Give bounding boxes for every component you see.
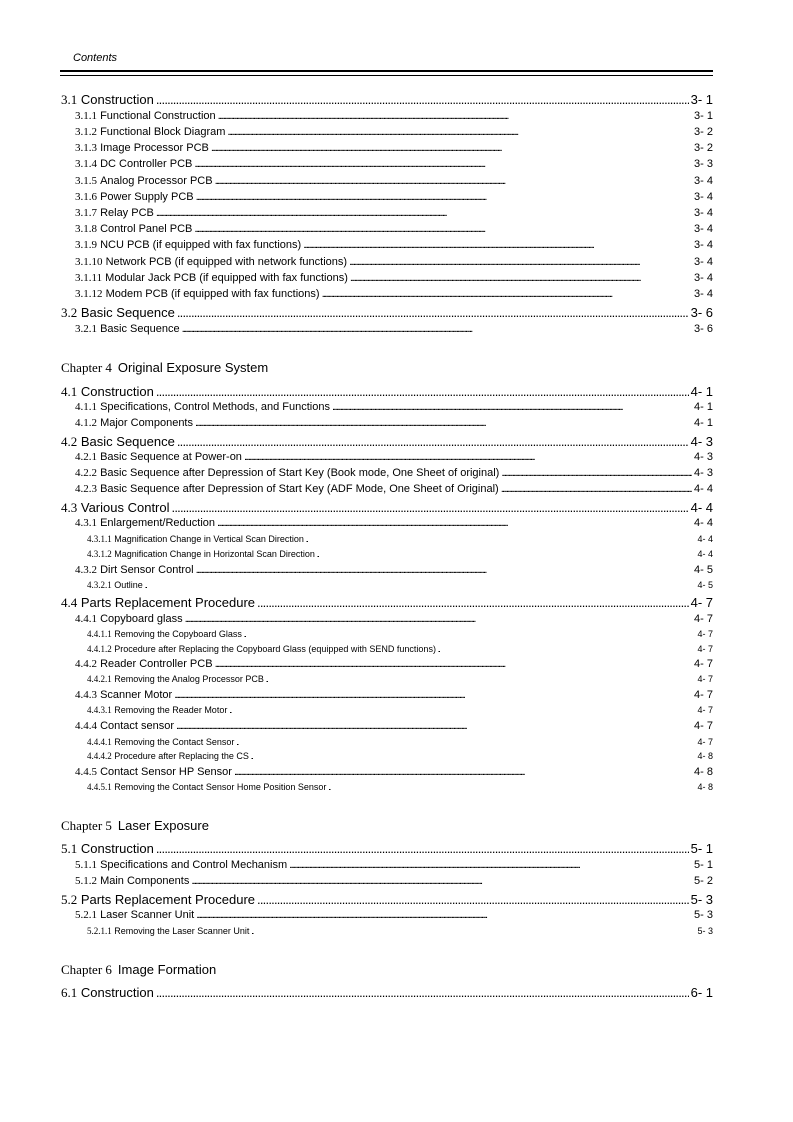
entry-title: Network PCB (if equipped with network functions) <box>105 256 348 268</box>
entry-number: 4.4.1.2 <box>87 644 112 654</box>
entry-title: Enlargement/Reduction <box>100 517 216 529</box>
entry-page: 4- 1 <box>694 401 713 413</box>
dot-leader <box>217 518 692 529</box>
header-rule-thick <box>60 70 713 72</box>
toc-entry[interactable] <box>61 306 713 319</box>
entry-number: 6.1 <box>61 985 78 1000</box>
entry-page: 3- 4 <box>694 288 713 300</box>
entry-title: Construction <box>80 841 154 856</box>
dot-leader <box>322 289 692 300</box>
entry-page: 4- 7 <box>694 720 713 732</box>
dot-leader <box>156 385 689 398</box>
toc-entry[interactable] <box>75 659 713 670</box>
entry-title: Contact sensor <box>100 720 175 732</box>
entry-title: Modular Jack PCB (if equipped with fax functions) <box>105 272 348 284</box>
dot-leader <box>195 418 692 429</box>
entry-title: Removing the Reader Motor <box>114 705 228 715</box>
entry-page: 3- 4 <box>694 191 713 203</box>
dot-leader <box>289 860 692 871</box>
toc-entry[interactable] <box>75 289 713 300</box>
entry-number: 5.1 <box>61 841 78 856</box>
entry-page: 3- 2 <box>694 126 713 138</box>
entry-number: 4.4.2 <box>75 658 97 670</box>
dot-leader <box>251 752 696 761</box>
entry-title: Functional Construction <box>100 110 216 122</box>
entry-number: 3.1.12 <box>75 288 103 300</box>
entry-page: 4- 3 <box>690 434 713 449</box>
chapter-number: Chapter 5 <box>61 818 112 833</box>
entry-number: 4.2 <box>61 434 78 449</box>
entry-number: 3.2 <box>61 305 78 320</box>
entry-title: Removing the Contact Sensor <box>114 737 235 747</box>
chapter-title: Image Formation <box>117 962 217 977</box>
entry-page: 3- 6 <box>694 323 713 335</box>
toc-entry[interactable] <box>75 418 713 429</box>
toc-entry[interactable] <box>61 893 713 906</box>
entry-page: 4- 7 <box>694 689 713 701</box>
entry-title: Laser Scanner Unit <box>100 909 195 921</box>
toc-entry[interactable] <box>87 645 713 654</box>
toc-entry[interactable] <box>75 111 713 122</box>
entry-page: 4- 5 <box>697 580 713 590</box>
entry-page: 5- 3 <box>697 926 713 936</box>
toc-entry[interactable] <box>75 468 713 479</box>
toc-entry[interactable] <box>75 565 713 576</box>
entry-number: 3.1 <box>61 92 78 107</box>
entry-page: 5- 1 <box>690 841 713 856</box>
entry-title: Basic Sequence <box>100 323 180 335</box>
toc-entry[interactable] <box>87 550 713 559</box>
entry-page: 3- 1 <box>694 110 713 122</box>
dot-leader <box>234 767 692 778</box>
entry-page: 4- 4 <box>694 483 713 495</box>
entry-page: 3- 1 <box>690 92 713 107</box>
dot-leader <box>244 452 692 463</box>
toc-entry[interactable] <box>61 501 713 514</box>
toc-entry[interactable] <box>61 385 713 398</box>
toc-entry[interactable] <box>75 257 713 268</box>
entry-number: 4.3 <box>61 500 78 515</box>
entry-number: 4.4.5 <box>75 766 97 778</box>
entry-number: 3.1.4 <box>75 158 97 170</box>
entry-number: 5.2.1 <box>75 909 97 921</box>
entry-number: 4.4.4.1 <box>87 737 112 747</box>
toc-entry[interactable] <box>61 596 713 609</box>
entry-number: 5.1.1 <box>75 859 97 871</box>
dot-leader <box>306 535 696 544</box>
dot-leader <box>266 675 696 684</box>
dot-leader <box>332 402 692 413</box>
dot-leader <box>156 93 689 106</box>
entry-number: 3.1.3 <box>75 142 97 154</box>
dot-leader <box>257 893 689 906</box>
entry-title: Analog Processor PCB <box>100 175 213 187</box>
entry-number: 4.3.1.2 <box>87 549 112 559</box>
entry-page: 6- 1 <box>690 985 713 1000</box>
dot-leader <box>257 596 689 609</box>
toc-entry[interactable] <box>87 630 713 639</box>
toc-entry[interactable] <box>61 986 713 999</box>
entry-page: 4- 7 <box>697 629 713 639</box>
entry-number: 4.4.5.1 <box>87 782 112 792</box>
dot-leader <box>303 240 692 251</box>
toc-entry[interactable] <box>75 767 713 778</box>
entry-number: 3.1.6 <box>75 191 97 203</box>
chapter-title: Laser Exposure <box>117 818 209 833</box>
entry-number: 5.2.1.1 <box>87 926 112 936</box>
entry-title: Basic Sequence after Depression of Start Key (Book mode, One Sheet of original) <box>100 467 500 479</box>
toc-entry[interactable] <box>61 93 713 106</box>
entry-title: Reader Controller PCB <box>100 658 213 670</box>
toc-entry[interactable] <box>61 435 713 448</box>
entry-page: 4- 7 <box>697 644 713 654</box>
dot-leader <box>196 910 692 921</box>
entry-number: 5.1.2 <box>75 875 97 887</box>
toc-entry[interactable] <box>75 176 713 187</box>
toc-entry[interactable] <box>75 484 713 495</box>
entry-page: 4- 5 <box>694 564 713 576</box>
entry-page: 4- 8 <box>697 751 713 761</box>
entry-page: 4- 1 <box>690 384 713 399</box>
entry-number: 4.4.3 <box>75 689 97 701</box>
dot-leader <box>176 721 692 732</box>
chapter-heading <box>61 963 216 976</box>
entry-title: Specifications, Control Methods, and Functions <box>100 401 330 413</box>
toc-entry[interactable] <box>87 706 713 715</box>
entry-title: Removing the Contact Sensor Home Position Sensor <box>114 782 327 792</box>
entry-number: 5.2 <box>61 892 78 907</box>
entry-page: 4- 7 <box>694 613 713 625</box>
entry-number: 4.2.1 <box>75 451 97 463</box>
toc-entry[interactable] <box>87 738 713 747</box>
entry-title: Functional Block Diagram <box>100 126 226 138</box>
entry-number: 4.1 <box>61 384 78 399</box>
entry-title: Modem PCB (if equipped with fax functions) <box>105 288 320 300</box>
toc-entry[interactable] <box>75 143 713 154</box>
entry-page: 3- 6 <box>690 305 713 320</box>
entry-page: 3- 4 <box>694 223 713 235</box>
entry-title: Parts Replacement Procedure <box>80 595 256 610</box>
dot-leader <box>236 738 695 747</box>
header-rule-thin <box>60 75 713 76</box>
entry-title: Major Components <box>100 417 193 429</box>
entry-title: Basic Sequence at Power-on <box>100 451 242 463</box>
entry-title: Dirt Sensor Control <box>100 564 194 576</box>
entry-number: 3.1.10 <box>75 256 103 268</box>
entry-page: 3- 3 <box>694 158 713 170</box>
toc-entry[interactable] <box>75 690 713 701</box>
entry-page: 3- 4 <box>694 272 713 284</box>
chapter-heading <box>61 819 209 832</box>
dot-leader <box>350 273 692 284</box>
dot-leader <box>349 257 692 268</box>
chapter-number: Chapter 4 <box>61 360 112 375</box>
entry-page: 5- 1 <box>694 859 713 871</box>
toc-entry[interactable] <box>75 159 713 170</box>
entry-number: 3.1.2 <box>75 126 97 138</box>
entry-title: Scanner Motor <box>100 689 173 701</box>
toc-entry[interactable] <box>75 324 713 335</box>
entry-number: 4.4 <box>61 595 78 610</box>
entry-page: 4- 4 <box>690 500 713 515</box>
chapter-title: Original Exposure System <box>117 360 269 375</box>
entry-page: 4- 7 <box>697 674 713 684</box>
entry-title: NCU PCB (if equipped with fax functions) <box>100 239 302 251</box>
dot-leader <box>215 176 692 187</box>
dot-leader <box>196 192 692 203</box>
dot-leader <box>211 143 692 154</box>
entry-number: 3.2.1 <box>75 323 97 335</box>
entry-page: 4- 4 <box>694 517 713 529</box>
toc-entry[interactable] <box>75 518 713 529</box>
entry-title: Contact Sensor HP Sensor <box>100 766 232 778</box>
entry-number: 4.3.1 <box>75 517 97 529</box>
entry-page: 5- 3 <box>690 892 713 907</box>
entry-title: Magnification Change in Vertical Scan Direction <box>114 534 304 544</box>
dot-leader <box>194 159 692 170</box>
entry-number: 3.1.1 <box>75 110 97 122</box>
dot-leader <box>156 208 692 219</box>
toc-entry[interactable] <box>87 927 713 936</box>
entry-title: Power Supply PCB <box>100 191 194 203</box>
entry-page: 3- 4 <box>694 207 713 219</box>
chapter-number: Chapter 6 <box>61 962 112 977</box>
entry-title: Procedure after Replacing the Copyboard Glass (equipped with SEND functions) <box>114 644 436 654</box>
toc-entry[interactable] <box>75 273 713 284</box>
toc-entry[interactable] <box>75 910 713 921</box>
entry-title: Removing the Copyboard Glass <box>114 629 242 639</box>
entry-title: Basic Sequence <box>80 434 175 449</box>
entry-page: 3- 4 <box>694 175 713 187</box>
entry-page: 4- 7 <box>690 595 713 610</box>
entry-title: Image Processor PCB <box>100 142 209 154</box>
dot-leader <box>194 224 692 235</box>
entry-number: 4.1.2 <box>75 417 97 429</box>
entry-title: Removing the Analog Processor PCB <box>114 674 264 684</box>
entry-title: Construction <box>80 384 154 399</box>
dot-leader <box>156 842 689 855</box>
toc-entry[interactable] <box>75 127 713 138</box>
entry-title: Relay PCB <box>100 207 154 219</box>
toc-entry[interactable] <box>87 783 713 792</box>
dot-leader <box>185 614 692 625</box>
toc-entry[interactable] <box>75 402 713 413</box>
entry-page: 5- 2 <box>694 875 713 887</box>
entry-title: Copyboard glass <box>100 613 183 625</box>
entry-number: 3.1.8 <box>75 223 97 235</box>
entry-title: Various Control <box>80 500 170 515</box>
dot-leader <box>227 127 692 138</box>
dot-leader <box>229 706 695 715</box>
entry-number: 4.4.1.1 <box>87 629 112 639</box>
entry-page: 4- 1 <box>694 417 713 429</box>
entry-number: 4.3.2.1 <box>87 580 112 590</box>
entry-page: 4- 7 <box>697 737 713 747</box>
dot-leader <box>328 783 695 792</box>
entry-number: 4.4.4 <box>75 720 97 732</box>
entry-title: Procedure after Replacing the CS <box>114 751 249 761</box>
toc-entry[interactable] <box>75 192 713 203</box>
entry-title: Construction <box>80 92 154 107</box>
dot-leader <box>182 324 692 335</box>
toc-entry[interactable] <box>87 535 713 544</box>
dot-leader <box>244 630 696 639</box>
dot-leader <box>196 565 692 576</box>
entry-title: Outline <box>114 580 143 590</box>
entry-title: Control Panel PCB <box>100 223 193 235</box>
entry-title: Construction <box>80 985 154 1000</box>
entry-page: 4- 7 <box>694 658 713 670</box>
entry-number: 4.2.2 <box>75 467 97 479</box>
toc-entry[interactable] <box>75 876 713 887</box>
dot-leader <box>156 986 689 999</box>
dot-leader <box>317 550 696 559</box>
entry-number: 4.1.1 <box>75 401 97 413</box>
entry-number: 4.4.4.2 <box>87 751 112 761</box>
toc-entry[interactable] <box>75 208 713 219</box>
entry-title: DC Controller PCB <box>100 158 193 170</box>
dot-leader <box>172 501 689 514</box>
running-header-title: Contents <box>73 52 118 64</box>
dot-leader <box>251 927 695 936</box>
entry-page: 4- 8 <box>697 782 713 792</box>
entry-title: Parts Replacement Procedure <box>80 892 256 907</box>
entry-number: 4.4.1 <box>75 613 97 625</box>
dot-leader <box>218 111 692 122</box>
entry-page: 4- 8 <box>694 766 713 778</box>
dot-leader <box>501 468 692 479</box>
toc-entry[interactable] <box>75 240 713 251</box>
toc-entry[interactable] <box>87 752 713 761</box>
chapter-heading <box>61 361 268 374</box>
entry-number: 4.4.2.1 <box>87 674 112 684</box>
toc-entry[interactable] <box>87 675 713 684</box>
entry-title: Specifications and Control Mechanism <box>100 859 288 871</box>
toc-entry[interactable] <box>61 842 713 855</box>
dot-leader <box>501 484 692 495</box>
dot-leader <box>191 876 692 887</box>
toc-entry[interactable] <box>75 721 713 732</box>
entry-page: 4- 4 <box>697 549 713 559</box>
entry-number: 3.1.5 <box>75 175 97 187</box>
dot-leader <box>438 645 696 654</box>
entry-number: 3.1.7 <box>75 207 97 219</box>
entry-number: 3.1.11 <box>75 272 103 284</box>
entry-page: 4- 7 <box>697 705 713 715</box>
dot-leader <box>177 306 689 319</box>
entry-page: 4- 3 <box>694 467 713 479</box>
entry-number: 4.3.2 <box>75 564 97 576</box>
entry-number: 4.3.1.1 <box>87 534 112 544</box>
entry-title: Magnification Change in Horizontal Scan Direction <box>114 549 315 559</box>
entry-title: Removing the Laser Scanner Unit <box>114 926 250 936</box>
toc-entry[interactable] <box>75 860 713 871</box>
toc-entry[interactable] <box>87 581 713 590</box>
entry-title: Main Components <box>100 875 190 887</box>
entry-page: 3- 2 <box>694 142 713 154</box>
entry-number: 4.2.3 <box>75 483 97 495</box>
dot-leader <box>177 435 689 448</box>
entry-title: Basic Sequence after Depression of Start Key (ADF Mode, One Sheet of Original) <box>100 483 499 495</box>
entry-page: 4- 3 <box>694 451 713 463</box>
entry-title: Basic Sequence <box>80 305 175 320</box>
dot-leader <box>145 581 696 590</box>
dot-leader <box>215 659 692 670</box>
entry-number: 4.4.3.1 <box>87 705 112 715</box>
entry-page: 4- 4 <box>697 534 713 544</box>
dot-leader <box>174 690 692 701</box>
entry-number: 3.1.9 <box>75 239 97 251</box>
toc-entry[interactable] <box>75 452 713 463</box>
toc-entry[interactable] <box>75 224 713 235</box>
toc-entry[interactable] <box>75 614 713 625</box>
entry-page: 3- 4 <box>694 239 713 251</box>
entry-page: 5- 3 <box>694 909 713 921</box>
entry-page: 3- 4 <box>694 256 713 268</box>
